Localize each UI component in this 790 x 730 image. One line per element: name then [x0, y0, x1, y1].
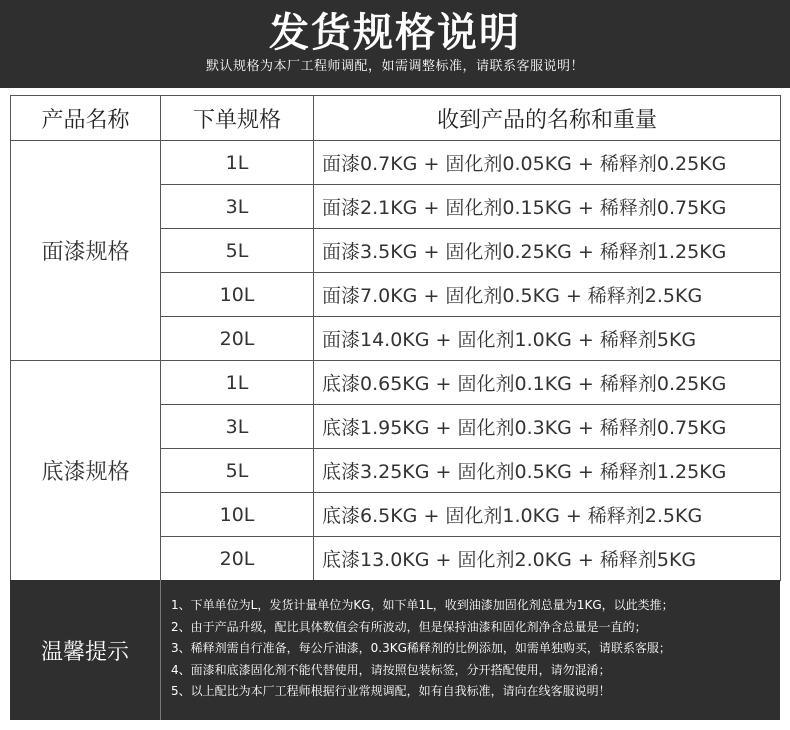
- contents-cell: 底漆3.25KG + 固化剂0.5KG + 稀释剂1.25KG: [314, 449, 781, 493]
- size-cell: 20L: [161, 537, 314, 581]
- size-cell: 1L: [161, 361, 314, 405]
- size-cell: 5L: [161, 229, 314, 273]
- tips-panel: [10, 580, 780, 720]
- contents-cell: 底漆6.5KG + 固化剂1.0KG + 稀释剂2.5KG: [314, 493, 781, 537]
- size-cell: 1L: [161, 141, 314, 185]
- contents-cell: 底漆1.95KG + 固化剂0.3KG + 稀释剂0.75KG: [314, 405, 781, 449]
- contents-cell: 底漆0.65KG + 固化剂0.1KG + 稀释剂0.25KG: [314, 361, 781, 405]
- spec-table: [10, 95, 781, 581]
- contents-cell: 面漆7.0KG + 固化剂0.5KG + 稀释剂2.5KG: [314, 273, 781, 317]
- tip-item: 5、以上配比为本厂工程师根据行业常规调配，如有自我标准，请向在线客服说明！: [171, 684, 611, 698]
- contents-cell: 面漆14.0KG + 固化剂1.0KG + 稀释剂5KG: [314, 317, 781, 361]
- table-row: [11, 141, 781, 185]
- group-primer-label: 底漆规格: [11, 361, 161, 581]
- group-topcoat-label: 面漆规格: [11, 141, 161, 361]
- size-cell: 10L: [161, 273, 314, 317]
- column-header-received: 收到产品的名称和重量: [314, 96, 781, 141]
- size-cell: 3L: [161, 405, 314, 449]
- column-header-size: 下单规格: [161, 96, 314, 141]
- tip-item: 3、稀释剂需自行准备，每公斤油漆，0.3KG稀释剂的比例添加，如需单独购买，请联系客服；: [171, 641, 671, 655]
- contents-cell: 面漆3.5KG + 固化剂0.25KG + 稀释剂1.25KG: [314, 229, 781, 273]
- contents-cell: 面漆0.7KG + 固化剂0.05KG + 稀释剂0.25KG: [314, 141, 781, 185]
- page-header: [0, 0, 790, 88]
- table-row: [11, 361, 781, 405]
- tip-item: 2、由于产品升级，配比具体数值会有所波动，但是保持油漆和固化剂净含总量是一直的；: [171, 619, 647, 634]
- size-cell: 20L: [161, 317, 314, 361]
- column-header-product: 产品名称: [11, 96, 161, 141]
- tips-label: 温馨提示: [10, 580, 161, 720]
- contents-cell: 面漆2.1KG + 固化剂0.15KG + 稀释剂0.75KG: [314, 185, 781, 229]
- contents-cell: 底漆13.0KG + 固化剂2.0KG + 稀释剂5KG: [314, 537, 781, 581]
- size-cell: 10L: [161, 493, 314, 537]
- tips-list: [161, 580, 780, 720]
- tip-item: 4、面漆和底漆固化剂不能代替使用，请按照包装标签，分开搭配使用，请勿混淆；: [171, 662, 611, 677]
- page-title: 发货规格说明: [269, 10, 521, 56]
- page-subtitle: 默认规格为本厂工程师调配，如需调整标准，请联系客服说明！: [205, 59, 584, 74]
- size-cell: 3L: [161, 185, 314, 229]
- table-header-row: [11, 96, 781, 141]
- size-cell: 5L: [161, 449, 314, 493]
- tip-item: 1、下单单位为L，发货计量单位为KG，如下单1L，收到油漆加固化剂总量为1KG，以此类推；: [171, 598, 674, 612]
